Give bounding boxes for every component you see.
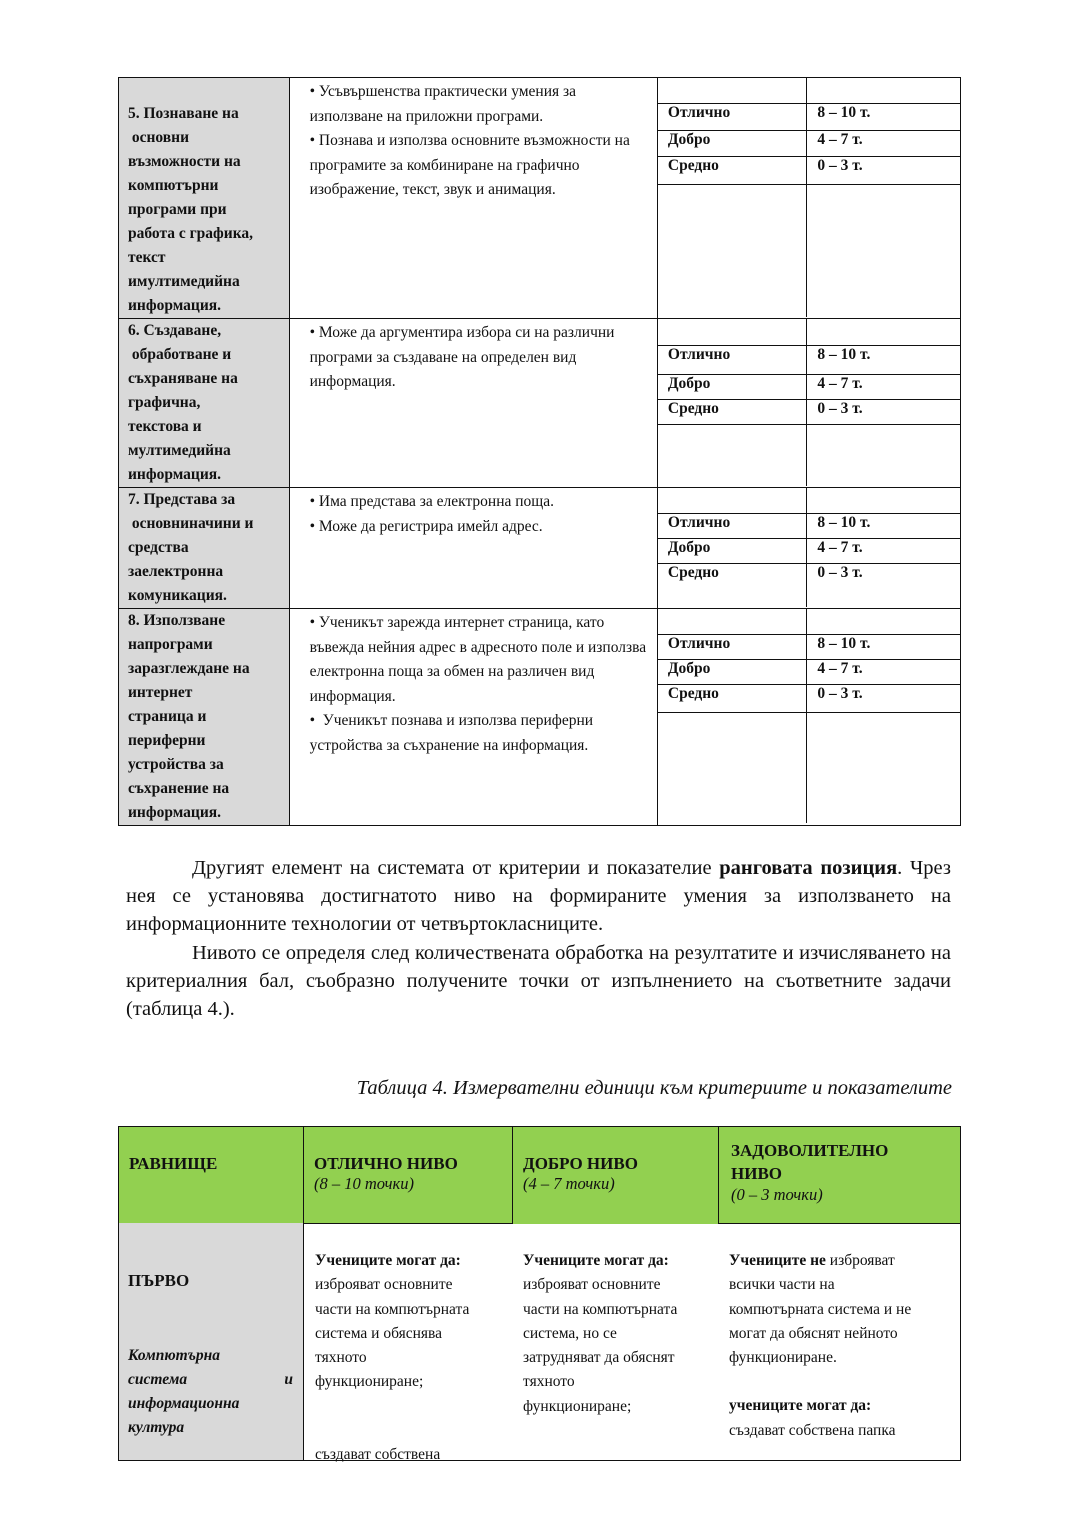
criterion-line: основниначини и <box>128 515 254 532</box>
cell-line: изброяват основните <box>315 1276 453 1294</box>
grade-label: Добро <box>658 130 807 156</box>
indicator-text: • Има представа за електронна поща. <box>309 493 554 510</box>
area-line: Компютърна <box>128 1347 220 1364</box>
cell-line: тяхното <box>315 1349 367 1367</box>
header-label: ДОБРО НИВО <box>523 1154 638 1173</box>
area-name <box>128 1344 293 1440</box>
points-value: 8 – 10 т. <box>807 513 960 538</box>
criterion-cell <box>119 319 290 488</box>
level-cell <box>119 1223 304 1460</box>
levels-table <box>118 1126 961 1461</box>
points-value: 8 – 10 т. <box>807 345 960 374</box>
area-line: култура <box>128 1419 185 1436</box>
indicator-text: • Усъвършенства практически умения за използване на приложни програми. <box>309 83 577 125</box>
grade-label <box>658 184 807 317</box>
criterion-line: страница и <box>128 708 207 725</box>
indicator-text: • Познава и използва основните възможности на програмите за комбиниране на графично изображение, текст, звук и анимация. <box>309 132 630 198</box>
table-row <box>119 609 961 826</box>
excellent-cell <box>315 1249 515 1467</box>
criterion-line: информация. <box>128 297 222 314</box>
cell-line: могат да обяснят нейното <box>729 1324 898 1342</box>
good-cell <box>523 1249 723 1419</box>
criterion-cell <box>119 609 290 826</box>
table-row <box>119 319 961 488</box>
criterion-line: работа с графика, <box>128 225 254 242</box>
grade-label: Средно <box>658 156 807 184</box>
score-cell <box>657 488 960 609</box>
criterion-cell <box>119 78 290 319</box>
criterion-line: напрограми <box>128 636 213 653</box>
table-row <box>118 1223 961 1461</box>
cell-line: тяхното <box>523 1373 575 1391</box>
points-value <box>807 78 960 103</box>
criterion-line: интернет <box>128 684 193 701</box>
grade-label: Отлично <box>658 345 807 374</box>
grade-label <box>658 488 807 513</box>
criterion-line: текст <box>128 249 166 266</box>
points-value <box>807 424 960 486</box>
criterion-line: съхранение на <box>128 780 230 797</box>
criterion-line: програми при <box>128 201 227 218</box>
header-label: НИВО <box>731 1164 783 1183</box>
indicator-cell <box>289 319 657 488</box>
cell-line: всички части на <box>729 1276 835 1294</box>
cell-line: затрудняват да обяснят <box>523 1349 675 1367</box>
header-points: (8 – 10 точки) <box>314 1174 414 1193</box>
score-cell <box>657 609 960 826</box>
points-value: 8 – 10 т. <box>807 103 960 130</box>
points-value: 4 – 7 т. <box>807 130 960 156</box>
indicator-cell <box>289 78 657 319</box>
cell-line: функциониране; <box>523 1397 632 1415</box>
grade-label <box>658 319 807 345</box>
criterion-cell <box>119 488 290 609</box>
grade-label: Добро <box>658 659 807 684</box>
header-label: ЗАДОВОЛИТЕЛНО <box>731 1141 889 1160</box>
points-value <box>807 488 960 513</box>
grade-label: Отлично <box>658 634 807 659</box>
criterion-line: обработване и <box>128 346 232 363</box>
header-points: (4 – 7 точки) <box>523 1174 615 1193</box>
points-value: 0 – 3 т. <box>807 399 960 424</box>
criterion-line: компютърни <box>128 177 219 194</box>
header-good <box>512 1126 719 1224</box>
cell-line: създават собствена папка <box>729 1421 896 1439</box>
criterion-line: комуникация. <box>128 587 227 604</box>
grade-label <box>658 78 807 103</box>
criterion-line: заелектронна <box>128 563 224 580</box>
grade-label: Средно <box>658 563 807 607</box>
criterion-line: 6. Създаване, <box>128 322 222 339</box>
table-row <box>119 78 961 319</box>
points-value: 4 – 7 т. <box>807 538 960 563</box>
indicator-cell <box>289 488 657 609</box>
paragraph-text: Другият елемент на системата от критерии и показателие <box>192 857 720 879</box>
satisfactory-cell <box>729 1249 954 1443</box>
indicator-text: • Може да аргументира избора си на различни програми за създаване на определен вид информация. <box>309 324 615 390</box>
grade-label: Отлично <box>658 513 807 538</box>
paragraph-rank-position <box>126 854 951 938</box>
cell-line: система и обяснява <box>315 1324 443 1342</box>
grade-label: Добро <box>658 374 807 399</box>
criteria-table <box>118 77 961 826</box>
points-value <box>807 712 960 823</box>
level-name: ПЪРВО <box>128 1271 190 1290</box>
criterion-line: основни <box>128 129 190 146</box>
criterion-line: 8. Използване <box>128 612 226 629</box>
points-value <box>807 319 960 345</box>
criterion-line: средства <box>128 539 189 556</box>
cell-line: създават собствена <box>315 1445 441 1463</box>
header-label: РАВНИЩЕ <box>129 1154 218 1173</box>
score-cell <box>657 319 960 488</box>
cell-line: части на компютърната <box>315 1300 470 1318</box>
points-value: 8 – 10 т. <box>807 634 960 659</box>
score-cell <box>657 78 960 319</box>
criterion-line: мултимедийна <box>128 442 231 459</box>
cell-line: система, но се <box>523 1324 617 1342</box>
criterion-line: информация. <box>128 804 222 821</box>
area-line: информационна <box>128 1395 240 1412</box>
criterion-line: съхраняване на <box>128 370 238 387</box>
header-satisfactory <box>718 1126 961 1224</box>
paragraph-bold-term: ранговата позиция <box>719 857 898 879</box>
criterion-line: имултимедийна <box>128 273 240 290</box>
points-value: 0 – 3 т. <box>817 563 863 581</box>
table-row <box>119 488 961 609</box>
criterion-line: 7. Представа за <box>128 491 236 508</box>
points-value: 0 – 3 т. <box>807 156 960 184</box>
criterion-line: информация. <box>128 466 222 483</box>
indicator-cell <box>289 609 657 826</box>
paragraph-level-definition <box>126 939 951 1023</box>
area-line <box>128 1368 293 1392</box>
cell-lead: Учениците могат да: <box>315 1252 461 1269</box>
grade-label: Средно <box>658 399 807 424</box>
criterion-line: периферни <box>128 732 206 749</box>
grade-label: Отлично <box>658 103 807 130</box>
criterion-line: възможности на <box>128 153 241 170</box>
grade-label: Добро <box>658 538 807 563</box>
grade-label <box>658 609 807 634</box>
criterion-line: заразглеждане на <box>128 660 250 677</box>
points-value <box>807 184 960 317</box>
area-word: система <box>128 1371 188 1388</box>
table-header <box>118 1126 961 1224</box>
paragraph-text: Нивото се определя след количествената обработка на резултатите и изчисляването на критериалния бал, съобразно получените точки от изпълнението на съответните задачи (таблица 4.). <box>126 942 951 1020</box>
table-caption: Таблица 4. Измервателни единици към критериите и показателите <box>356 1077 952 1099</box>
cell-lead: Учениците могат да: <box>523 1252 669 1269</box>
indicator-text: • Може да регистрира имейл адрес. <box>309 517 543 535</box>
points-value: 4 – 7 т. <box>807 374 960 399</box>
grade-label: Средно <box>658 684 807 712</box>
cell-line: функциониране. <box>729 1349 837 1367</box>
area-word: и <box>284 1371 293 1388</box>
cell-line: изброяват основните <box>523 1276 661 1294</box>
grade-label <box>658 712 807 823</box>
grade-label <box>658 424 807 486</box>
points-value: 0 – 3 т. <box>807 684 960 712</box>
points-value: 4 – 7 т. <box>807 659 960 684</box>
paragraph-text: . Чрез нея се установява достигнатото ниво на формираните умения за използването на информационните технологии от четвъртокласниците. <box>126 857 952 935</box>
cell-text: изброяват <box>825 1252 895 1269</box>
criterion-line: текстова и <box>128 418 202 435</box>
cell-line: компютърната система и не <box>729 1300 912 1318</box>
indicator-text: • Ученикът познава и използва периферни устройства за съхранение на информация. <box>309 712 597 754</box>
header-excellent <box>303 1126 513 1224</box>
points-value <box>807 609 960 634</box>
header-level <box>118 1126 304 1224</box>
criterion-line: 5. Познаване на <box>128 105 239 122</box>
indicator-text: • Ученикът зарежда интернет страница, като въвежда нейния адрес в адресното поле и използва електронна поща за обмен на различен вид информация. <box>309 614 647 705</box>
cell-line: функциониране; <box>315 1373 424 1391</box>
header-label: ОТЛИЧНО НИВО <box>314 1154 458 1173</box>
header-points: (0 – 3 точки) <box>731 1185 823 1204</box>
cell-lead: Учениците не <box>729 1252 826 1269</box>
criterion-line: графична, <box>128 394 201 411</box>
cell-line: части на компютърната <box>523 1300 678 1318</box>
criterion-line: устройства за <box>128 756 224 773</box>
cell-lead: учениците могат да: <box>729 1397 872 1415</box>
